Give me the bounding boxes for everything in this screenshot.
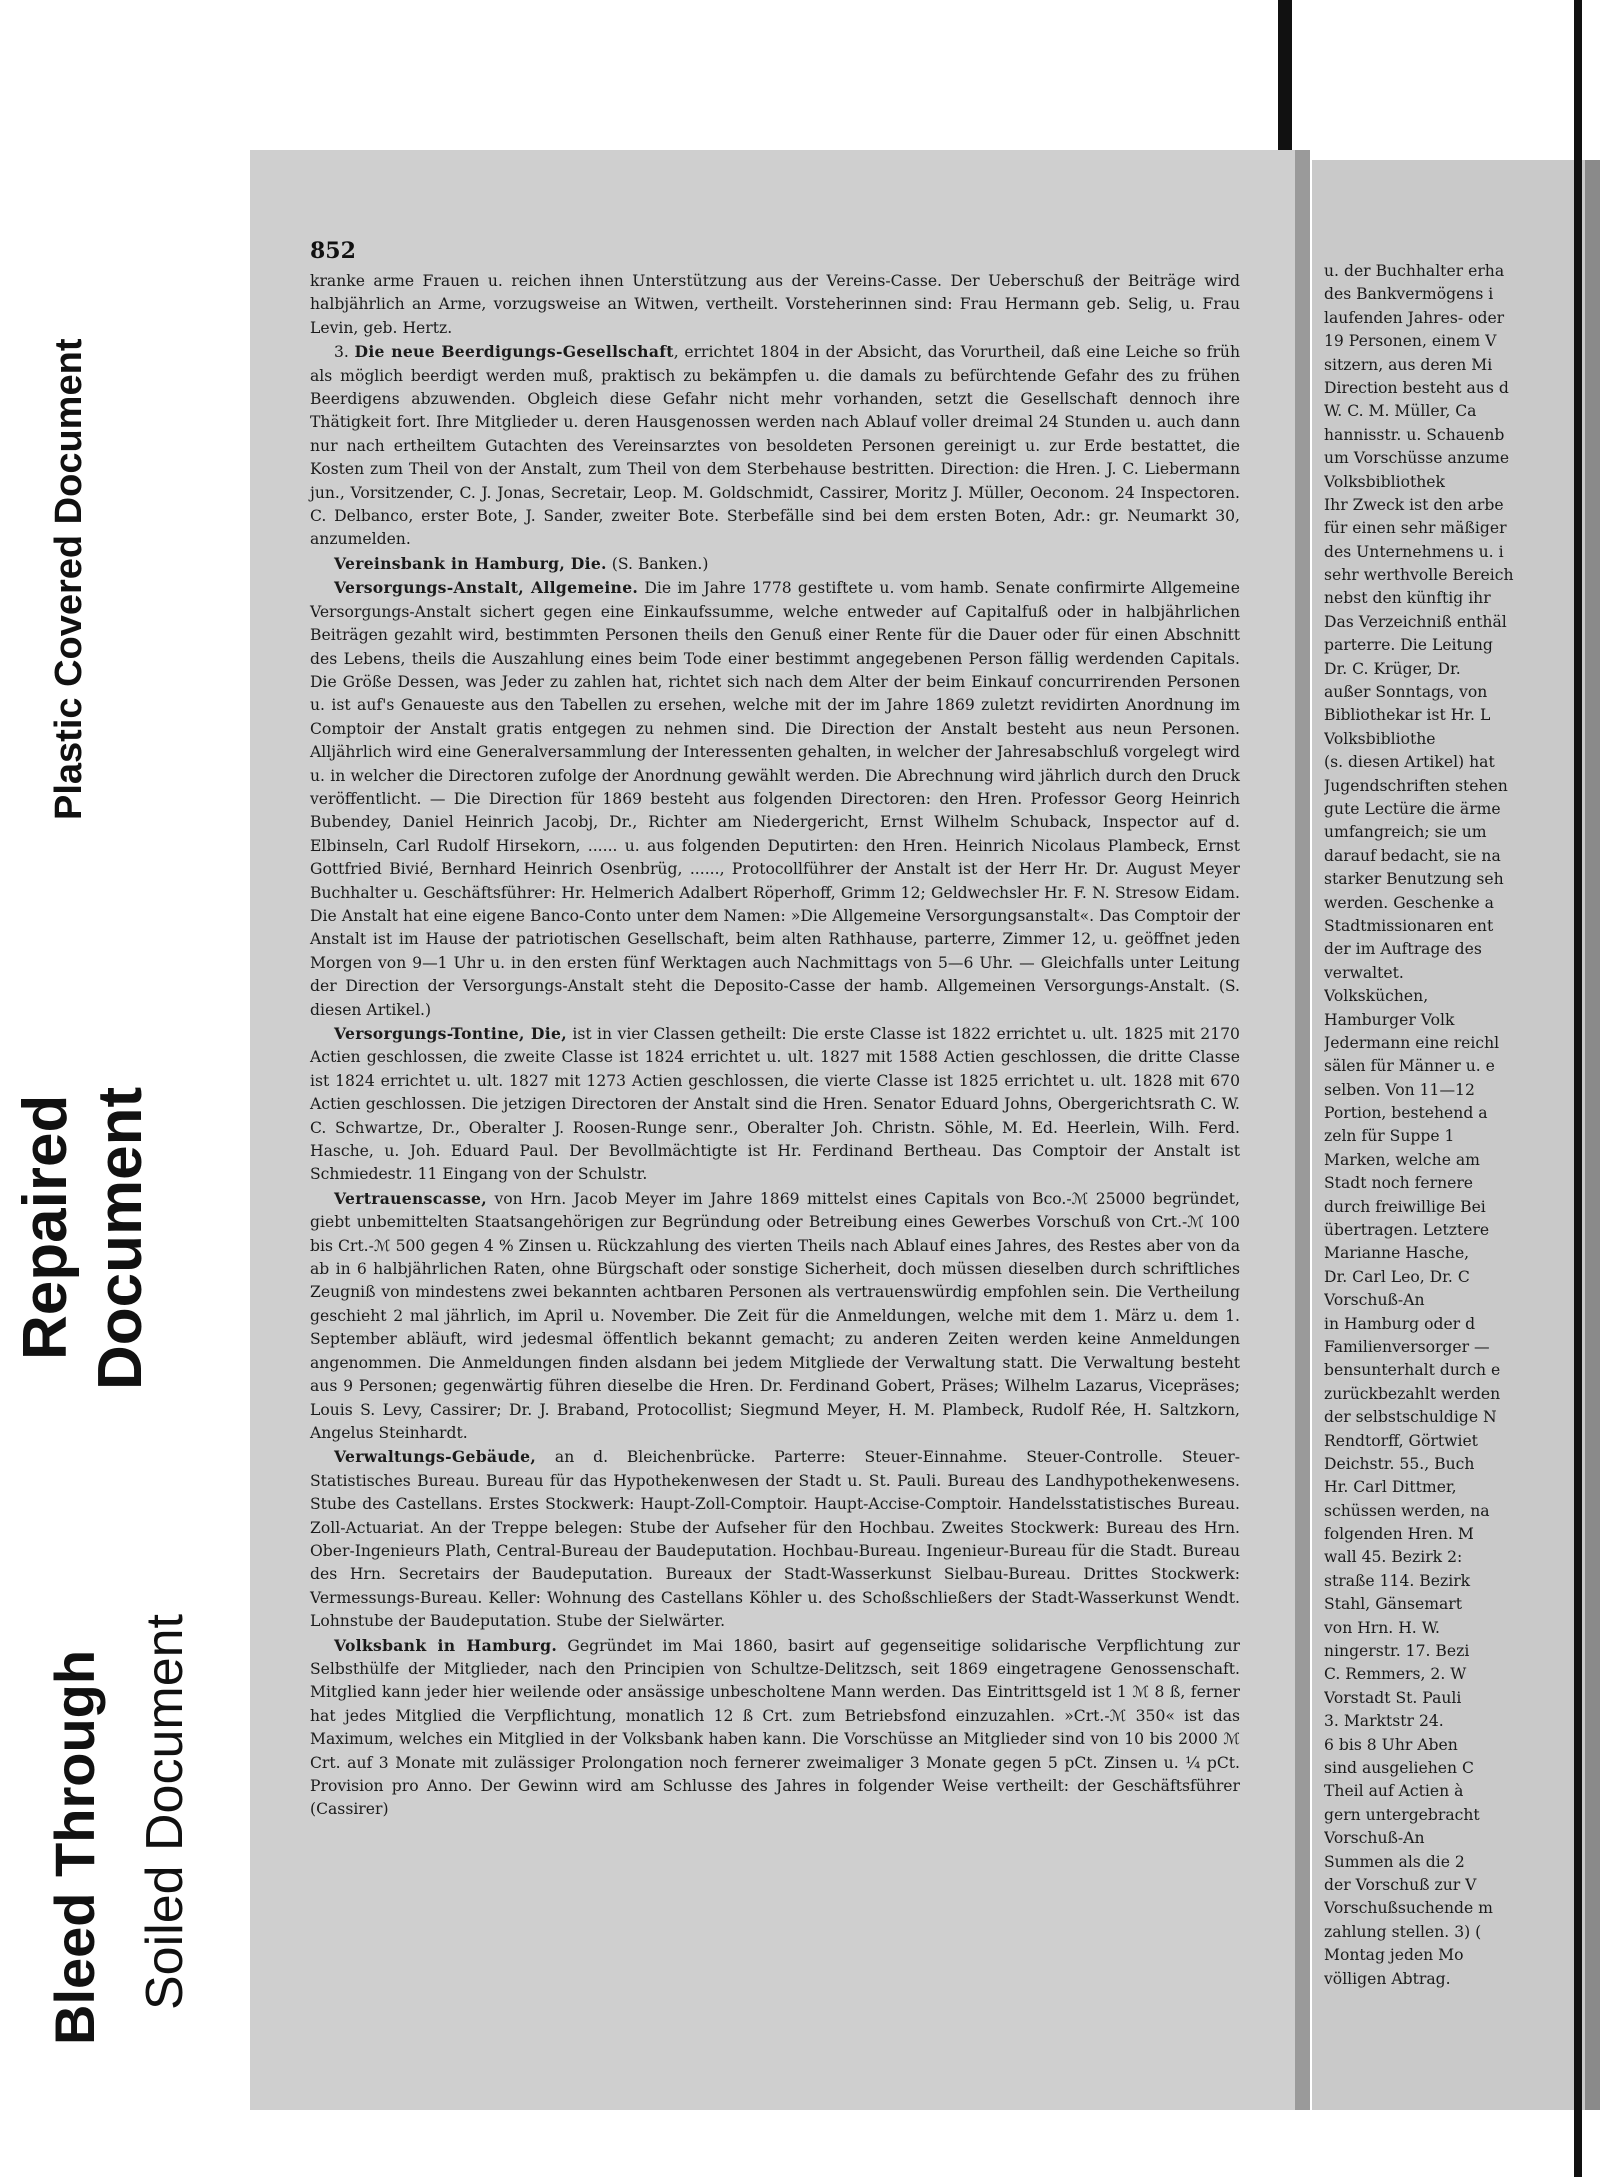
right-page-line: Stadtmissionaren ent: [1324, 916, 1494, 935]
paragraph: Volksbank in Hamburg. Gegründet im Mai 1860, basirt auf gegenseitige solidarische Verpflichtung zur Selbsthülfe der Mitglieder, nach den Principien von Schultze-Delitzsch, seit 1869 eingetragene Genossenschaft. Mitglied kann jeder hier weilende oder ansässige unbescholtene Mann werden. Das Eintrittsgeld ist 1 ℳ 8 ß, ferner hat jedes Mitglied die Verpflichtung, monatlich 12 ß Crt. zum Betriebsfond einzuzahlen. »Crt.-ℳ 350« ist das Maximum, welches ein Mitglied in der Volksbank haben kann. Die Vorschüsse an Mitglieder sind von 10 bis 2000 ℳ Crt. auf 3 Monate mit zulässiger Prolongation noch fernerer zweimaliger 3 Monate gegen 5 pCt. Zinsen u. ¼ pCt. Provision pro Anno. Der Gewinn wird am Schlusse des Jahres in folgender Weise vertheilt: der Geschäftsführer (Cassirer): [310, 1635, 1240, 1819]
right-page-line: Bibliothekar ist Hr. L: [1324, 706, 1491, 725]
right-page-line: Volksküchen,: [1324, 987, 1429, 1006]
entry-title: Die neue Beerdigungs-Gesellschaft: [354, 342, 674, 362]
right-page-line: für einen sehr mäßiger: [1324, 519, 1507, 538]
paragraph: Verwaltungs-Gebäude, an d. Bleichenbrücke. Parterre: Steuer-Einnahme. Steuer-Controlle. Steuer-Statistisches Bureau. Bureau für das Hypothekenwesen der Stadt u. St. Pauli. Bureau des Landhypothekenwesens. Stube des Castellans. Erstes Stockwerk: Haupt-Zoll-Comptoir. Haupt-Accise-Comptoir. Handelsstatistisches Bureau. Zoll-Actuariat. An der Treppe belegen: Stube der Aufseher für den Hochbau. Zweites Stockwerk: Bureau des Hrn. Ober-Ingenieurs Plath, Central-Bureau der Baudeputation. Hochbau-Bureau. Ingenieur-Bureau für die Stadt. Bureau des Hrn. Secretairs der Baudeputation. Bureaux der Stadt-Wasserkunst Sielbau-Bureau. Drittes Stockwerk: Vermessungs-Bureau. Keller: Wohnung des Castellans Köhler u. des Schoßschließers der Stadt-Wasserkunst Wendt. Lohnstube der Baudeputation. Stube der Sielwärter.: [310, 1447, 1240, 1631]
right-page-line: sitzern, aus deren Mi: [1324, 355, 1493, 374]
right-page-line: des Bankvermögens i: [1324, 285, 1494, 304]
right-page-line: Stadt noch fernere: [1324, 1174, 1474, 1193]
right-page-line: Dr. C. Krüger, Dr.: [1324, 659, 1461, 678]
right-page-line: der Vorschuß zur V: [1324, 1875, 1477, 1894]
right-page-line: werden. Geschenke a: [1324, 893, 1494, 912]
right-page-line: Dr. Carl Leo, Dr. C: [1324, 1267, 1470, 1286]
right-page-line: Jedermann eine reichl: [1324, 1033, 1500, 1052]
right-page-line: bensunterhalt durch e: [1324, 1361, 1501, 1380]
right-page-line: C. Remmers, 2. W: [1324, 1665, 1467, 1684]
label-repaired: Repaired: [11, 1094, 80, 1360]
right-page-line: Stahl, Gänsemart: [1324, 1595, 1463, 1614]
right-page-line: sind ausgeliehen C: [1324, 1759, 1474, 1777]
scanner-edge-bar: [1574, 0, 1582, 2177]
paragraph: Versorgungs-Anstalt, Allgemeine. Die im Jahre 1778 gestiftete u. vom hamb. Senate confirmirte Allgemeine Versorgungs-Anstalt sichert gegen eine Einkaufssumme, welche entweder auf Capitalfuß oder in halbjährlichen Beiträgen gezahlt wird, bestimmten Personen theils den Genuß einer Rente für die Dauer oder für einen Abschnitt des Lebens, theils die Auszahlung eines beim Tode einer bestimmt angegebenen Person fällig werdenden Capitals. Die Größe Dessen, was Jeder zu zahlen hat, richtet sich nach dem Alter der beim Einkauf concurrirenden Personen u. ist auf's Genaueste aus den Tabellen zu ersehen, welche mit der im Jahre 1869 zuletzt revidirten Anordnung im Comptoir der Anstalt gratis entgegen zu nehmen sind. Die Direction der Anstalt besteht aus neun Personen. Alljährlich wird eine Generalversammlung der Interessenten gehalten, in welcher der Jahresabschluß vorgelegt wird u. in welcher die Directoren zufolge der Anordnung gewählt werden. Die Abrechnung wird jährlich durch den Druck veröffentlicht. — Die Direction für 1869 besteht aus folgenden Directoren: den Hren. Professor Georg Heinrich Bubendey, Daniel Heinrich Jacobj, Dr., Richter am Niedergericht, Ernst Wilhelm Schuback, Inspector auf d. Elbinseln, Carl Rudolf Hirsekorn, ...... u. aus folgenden Deputirten: den Hren. Heinrich Nicolaus Plambeck, Ernst Gottfried Bivié, Bernhard Heinrich Osenbrüg, ......, Protocollführer der Anstalt ist der Herr Hr. Dr. August Meyer Buchhalter u. Geschäftsführer: Hr. Helmerich Adalbert Röperhoff, Grimm 12; Geldwechsler Hr. F. N. Stresow Eidam. Die Anstalt hat eine eigene Banco-Conto unter dem Namen: »Die Allgemeine Versorgungsanstalt«. Das Comptoir der Anstalt ist im Hause der patriotischen Gesellschaft, beim alten Rathhause, parterre, Zimmer 12, u. geöffnet jeden Morgen von 9—1 Uhr u. in den ersten fünf Werktagen auch Nachmittags von 5—6 Uhr. — Gleichfalls unter Leitung der Direction der Versorgungs-Anstalt steht die Deposito-Casse der hamb. Allgemeinen Versorgungs-Anstalt. (S. diesen Artikel.): [310, 578, 1240, 1019]
right-page-line: der selbstschuldige N: [1324, 1408, 1497, 1427]
right-page-line: schüssen werden, na: [1324, 1501, 1490, 1520]
page-number: 852: [310, 238, 356, 264]
right-page-line: Marianne Hasche,: [1324, 1244, 1470, 1263]
right-page-line: ningerstr. 17. Bezi: [1324, 1642, 1470, 1661]
annotation-margin: [0, 0, 225, 2177]
right-page-line: zurückbezahlt werden: [1324, 1384, 1501, 1403]
right-page-line: Das Verzeichniß enthäl: [1324, 612, 1507, 631]
right-page-line: starker Benutzung seh: [1324, 870, 1504, 889]
paragraph: Vereinsbank in Hamburg, Die. (S. Banken.): [334, 553, 709, 573]
right-page-line: Vorschußsuchende m: [1324, 1899, 1493, 1918]
right-page-line: Vorschuß-An: [1324, 1291, 1425, 1310]
right-page-line: hannisstr. u. Schauenb: [1324, 425, 1505, 444]
right-page-line: sälen für Männer u. e: [1324, 1057, 1495, 1076]
right-page-line: umfangreich; sie um: [1324, 823, 1487, 842]
book-gutter: [1295, 150, 1310, 2110]
right-page-line: Deichstr. 55., Buch: [1324, 1454, 1475, 1473]
entry-title: Volksbank in Hamburg.: [334, 1635, 558, 1655]
right-page-line: zeln für Suppe 1: [1324, 1127, 1455, 1146]
right-edge-shade: [1585, 160, 1600, 2110]
right-page-line: Hr. Carl Dittmer,: [1324, 1478, 1457, 1497]
right-page-line: Portion, bestehend a: [1324, 1104, 1488, 1123]
right-page-line: Direction besteht aus d: [1324, 378, 1509, 397]
label-bleed-through: Bleed Through: [43, 1649, 106, 2045]
right-page-line: des Unternehmens u. i: [1324, 542, 1504, 561]
right-page-line: sehr werthvolle Bereich: [1324, 566, 1514, 585]
right-page-line: Volksbibliothek: [1324, 472, 1445, 491]
scanner-black-bar: [1278, 0, 1292, 170]
entry-title: Vereinsbank in Hamburg, Die.: [334, 553, 607, 573]
right-page-line: verwaltet.: [1324, 963, 1404, 982]
right-page-line: darauf bedacht, sie na: [1324, 846, 1501, 865]
right-page-line: Theil auf Actien à: [1324, 1782, 1464, 1801]
paragraph: 3. Die neue Beerdigungs-Gesellschaft, errichtet 1804 in der Absicht, das Vorurtheil, daß eine Leiche so früh als möglich beerdigt werden muß, praktisch zu bekämpfen u. die damals zu befürchtende Gefahr des zu frühen Beerdigens abzuwenden. Obgleich diese Gefahr nicht mehr vorhanden, setzt die Gesellschaft dennoch ihre Thätigkeit fort. Ihre Mitglieder u. deren Hausgenossen werden nach Ablauf voller dreimal 24 Stunden u. auch dann nur nach ertheiltem Gutachten des Vereinsarztes von besoldeten Personen gereinigt u. zur Erde bestattet, die Kosten zum Theil von der Anstalt, zum Theil von dem Sterbehause bestritten. Direction: die Hren. J. C. Liebermann jun., Vorsitzender, C. J. Jonas, Secretair, Leop. M. Goldschmidt, Cassirer, Moritz J. Müller, Oeconom. 24 Inspectoren. C. Delbanco, erster Bote, J. Sander, zweiter Bote. Sterbefälle sind bei dem ersten Boten, Adr.: gr. Neumarkt 30, anzumelden.: [310, 342, 1240, 549]
paragraph: Vertrauenscasse, von Hrn. Jacob Meyer im Jahre 1869 mittelst eines Capitals von Bco.-ℳ 25000 begründet, giebt unbemittelten Staatsangehörigen zur Begründung oder Betreibung eines Gewerbes Vorschuß von Crt.-ℳ 100 bis Crt.-ℳ 500 gegen 4 % Zinsen u. Rückzahlung des vierten Theils nach Ablauf eines Jahres, des Restes aber von da ab in 6 halbjährlichen Raten, ohne Bürgschaft oder sonstige Sicherheit, doch müssen dieselben durch schriftliches Zeugniß von mindestens zwei bekannten achtbaren Personen als vertrauenswürdig empfohlen sein. Die Vertheilung geschieht 2 mal jährlich, im April u. November. Die Zeit für die Anmeldungen, welche mit dem 1. März u. dem 1. September abläuft, wird jedesmal öffentlich bekannt gemacht; zu anderen Zeiten werden keine Anmeldungen angenommen. Die Anmeldungen finden alsdann bei jedem Mitgliede der Verwaltung statt. Die Verwaltung besteht aus 9 Personen; gegenwärtig führen dieselbe die Hren. Dr. Ferdinand Gobert, Präses; Wilhelm Lazarus, Vicepräses; Louis S. Levy, Cassirer; Dr. J. Braband, Protocollist; Siegmund Meyer, H. M. Plambeck, Rudolf Rée, H. Saltzkorn, Angelus Steinhardt.: [310, 1188, 1240, 1442]
entry-title: Verwaltungs-Gebäude,: [334, 1447, 537, 1467]
right-page-line: zahlung stellen. 3) (: [1324, 1922, 1482, 1941]
right-page-line: (s. diesen Artikel) hat: [1324, 753, 1495, 772]
right-page-line: außer Sonntags, von: [1324, 683, 1488, 702]
entry-title: Versorgungs-Anstalt, Allgemeine.: [334, 578, 639, 598]
right-page-line: Vorschuß-An: [1324, 1829, 1425, 1848]
right-page-body: [1324, 260, 1600, 1991]
entry-title: Versorgungs-Tontine, Die,: [334, 1024, 567, 1043]
right-page-line: laufenden Jahres- oder: [1324, 308, 1505, 327]
right-page-line: in Hamburg oder d: [1324, 1314, 1476, 1333]
right-page-line: Rendtorff, Görtwiet: [1324, 1431, 1478, 1450]
right-page-line: straße 114. Bezirk: [1324, 1571, 1471, 1590]
right-page-line: 3. Marktstr 24.: [1324, 1712, 1444, 1731]
right-page: [1312, 160, 1600, 2110]
right-page-line: der im Auftrage des: [1324, 940, 1482, 959]
right-page-line: Marken, welche am: [1324, 1150, 1480, 1169]
right-page-line: übertragen. Letztere: [1324, 1221, 1490, 1240]
right-page-line: selben. Von 11—12: [1324, 1080, 1475, 1099]
entry-title: Vertrauenscasse,: [334, 1188, 488, 1208]
right-page-line: nebst den künftig ihr: [1324, 589, 1491, 608]
right-page-line: folgenden Hren. M: [1324, 1525, 1474, 1544]
right-page-line: Vorstadt St. Pauli: [1324, 1688, 1462, 1707]
label-plastic-covered: Plastic Covered Document: [48, 338, 90, 820]
left-page: [250, 150, 1310, 2110]
right-page-line: durch freiwillige Bei: [1324, 1197, 1486, 1216]
right-page-line: völligen Abtrag.: [1324, 1969, 1451, 1988]
paragraph: kranke arme Frauen u. reichen ihnen Unterstützung aus der Vereins-Casse. Der Ueberschuß der Beiträge wird halbjährlich an Arme, vorzugsweise an Witwen, vertheilt. Vorsteherinnen sind: Frau Hermann geb. Selig, u. Frau Levin, geb. Hertz.: [310, 272, 1240, 337]
right-page-line: Summen als die 2: [1324, 1852, 1465, 1871]
label-repaired-document: Document: [86, 1086, 155, 1390]
right-page-line: Montag jeden Mo: [1324, 1946, 1464, 1965]
right-page-line: gute Lectüre die ärme: [1324, 799, 1501, 818]
right-page-line: parterre. Die Leitung: [1324, 636, 1493, 655]
right-page-line: 19 Personen, einem V: [1324, 332, 1497, 351]
right-page-line: gern untergebracht: [1324, 1805, 1480, 1824]
right-page-line: von Hrn. H. W.: [1324, 1618, 1440, 1637]
right-page-line: Volksbibliothe: [1324, 729, 1436, 748]
right-page-line: Hamburger Volk: [1324, 1010, 1455, 1029]
paragraph: Versorgungs-Tontine, Die, ist in vier Classen getheilt: Die erste Classe ist 1822 errichtet u. ult. 1825 mit 2170 Actien geschlossen, die zweite Classe ist 1824 errichtet u. ult. 1827 mit 1588 Actien geschlossen, die dritte Classe ist 1824 errichtet u. ult. 1827 mit 1273 Actien geschlossen, die vierte Classe ist 1825 errichtet u. ult. 1828 mit 670 Actien geschlossen. Die jetzigen Directoren der Anstalt sind die Hren. Senator Eduard Johns, Obergerichtsrath C. W. C. Schwartze, Dr., Oberalter J. Roosen-Runge senr., Oberalter Joh. Christn. Söhle, M. Ed. Heerlein, Wilh. Ferd. Hasche, u. Joh. Eduard Paul. Der Bevollmächtigte ist Hr. Ferdinand Bertheau. Das Comptoir der Anstalt ist Schmiedestr. 11 Eingang von der Schulstr.: [310, 1024, 1240, 1184]
label-soiled-document: Soiled Document: [136, 1614, 194, 2010]
right-page-line: u. der Buchhalter erha: [1324, 262, 1505, 280]
right-page-line: um Vorschüsse anzume: [1324, 449, 1510, 468]
page-body: [310, 270, 1240, 1822]
right-page-line: 6 bis 8 Uhr Aben: [1324, 1735, 1458, 1754]
right-page-line: Jugendschriften stehen: [1324, 776, 1508, 795]
right-page-line: wall 45. Bezirk 2:: [1324, 1548, 1463, 1567]
right-page-line: Familienversorger —: [1324, 1337, 1490, 1356]
right-page-line: W. C. M. Müller, Ca: [1324, 402, 1477, 421]
right-page-line: Ihr Zweck ist den arbe: [1324, 495, 1504, 514]
